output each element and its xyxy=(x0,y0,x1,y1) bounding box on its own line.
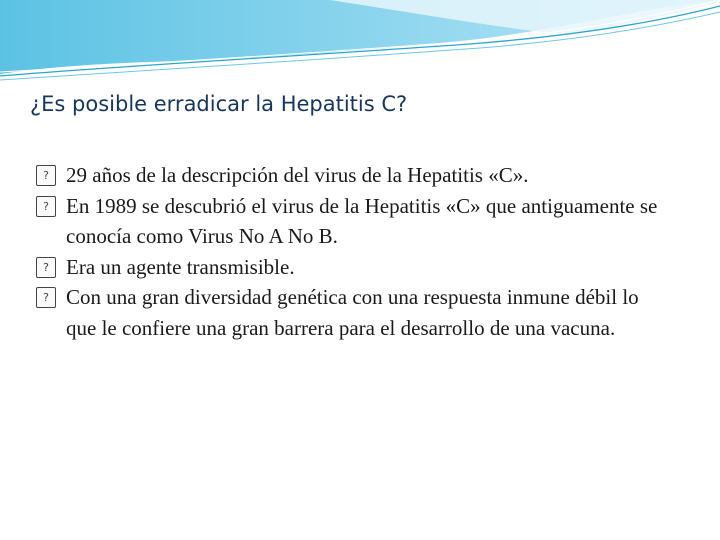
bullet-text: Con una gran diversidad genética con una respuesta inmune débil lo que le confiere una gran barrera para el desarrollo de una vacuna. xyxy=(66,285,639,340)
bullet-item xyxy=(36,252,666,283)
bullet-text: Era un agente transmisible. xyxy=(66,254,295,279)
bullet-item xyxy=(36,282,666,343)
missing-glyph-icon: ? xyxy=(36,196,56,217)
bullet-text: En 1989 se descubrió el virus de la Hepatitis «C» que antiguamente se conocía como Virus No A No B. xyxy=(66,193,658,248)
missing-glyph-icon: ? xyxy=(36,165,56,186)
bullet-text: 29 años de la descripción del virus de la Hepatitis «C». xyxy=(66,163,529,187)
bullet-item xyxy=(36,191,666,252)
slide-title: ¿Es posible erradicar la Hepatitis C? xyxy=(30,92,408,116)
bullet-list xyxy=(36,160,666,343)
bullet-item xyxy=(36,160,666,191)
missing-glyph-icon: ? xyxy=(36,257,56,278)
missing-glyph-icon: ? xyxy=(36,287,56,308)
header-wave-decoration xyxy=(0,0,720,90)
